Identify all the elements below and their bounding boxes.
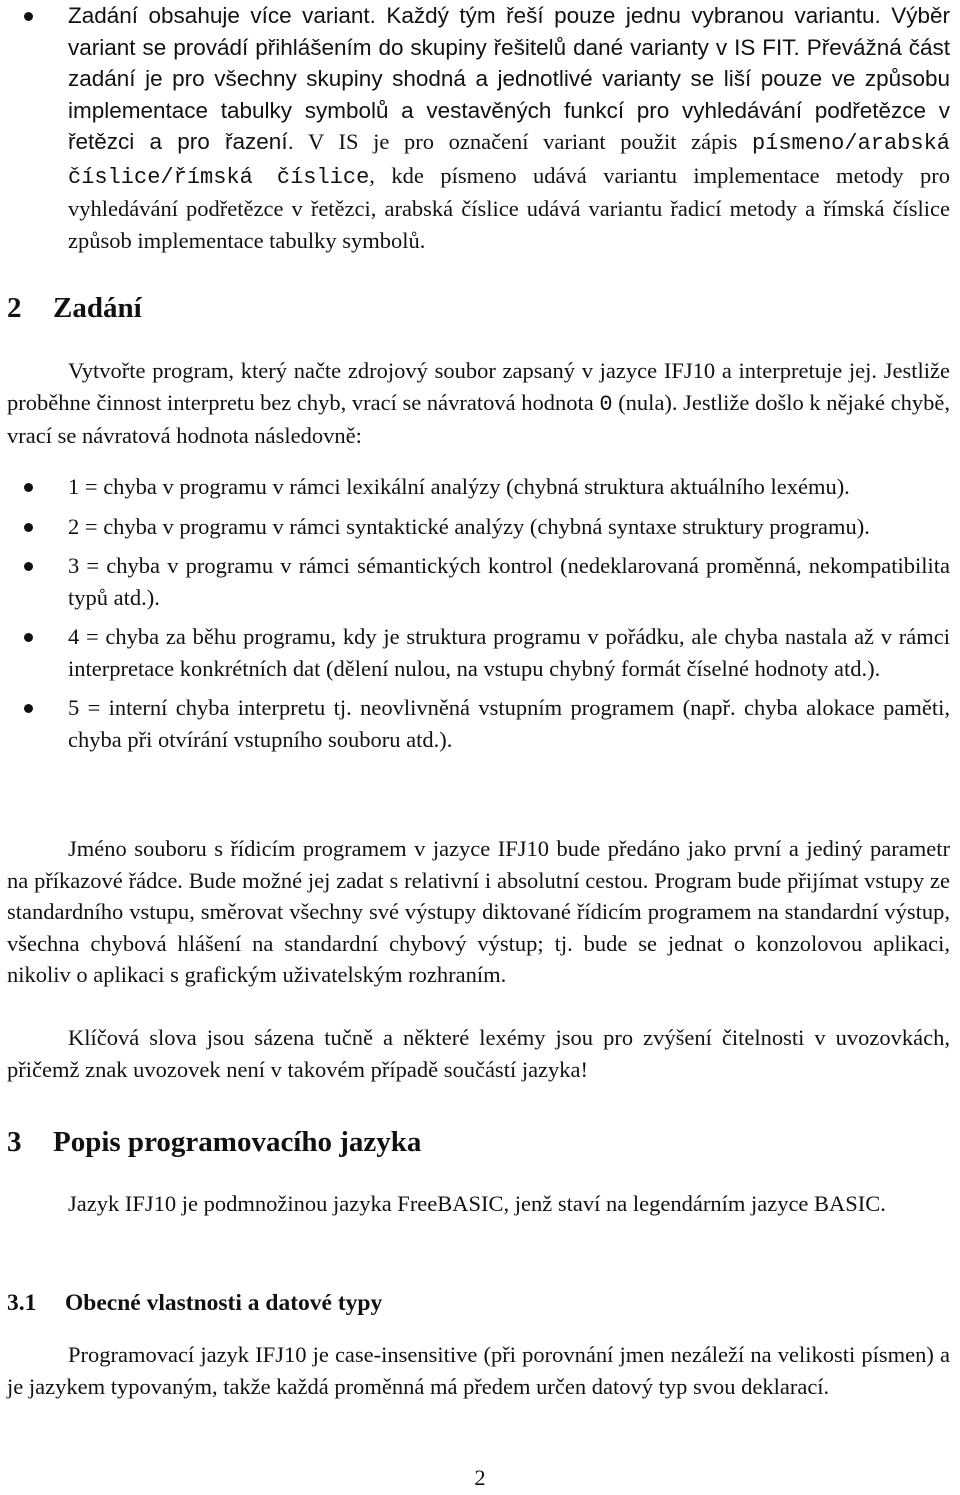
bullet-icon <box>24 483 33 492</box>
intro-list-item <box>7 0 950 256</box>
section-3-heading <box>7 1126 421 1159</box>
bullet-icon <box>24 12 33 21</box>
error-code-list <box>7 471 950 755</box>
para-text: Vytvořte program, který načte zdrojový soubor zapsaný v jazyce IFJ10 a interpretuje jej. Jestliže proběhne činnost interpretu bez chyb, vrací se návratová hodnota <box>7 358 950 415</box>
section-title: Obecné vlastnosti a datové typy <box>65 1290 383 1316</box>
list-item <box>7 550 950 613</box>
list-item <box>7 692 950 755</box>
section-2-paragraph-2: Jméno souboru s řídicím programem v jazyce IFJ10 bude předáno jako první a jediný parametr na příkazové řádce. Bude možné jej zadat s relativní i absolutní cestou. Program bude přijímat vstupy ze standardního vstupu, směrovat všechny své výstupy diktované řídicím programem na standardní výstup, všechna chybová hlášení na standardní chybový výstup; tj. bude se jednat o konzolovou aplikaci, nikoliv o aplikaci s grafickým uživatelským rozhraním. <box>7 836 950 987</box>
error-code-text: 3 = chyba v programu v rámci sémantických kontrol (nedeklarovaná proměnná, nekompatibilita typů atd.). <box>68 553 950 610</box>
section-3-1-heading <box>7 1290 382 1317</box>
section-3-1-paragraph-1: Programovací jazyk IFJ10 je case-insensitive (při porovnání jmen nezáleží na velikosti písmen) a je jazykem typovaným, takže každá proměnná má předem určen datový typ svou deklarací. <box>7 1342 950 1399</box>
bullet-icon <box>24 562 33 571</box>
intro-text-part2: V IS je pro označení variant použit zápis <box>293 129 752 154</box>
list-item <box>7 471 950 503</box>
section-number: 3.1 <box>7 1290 37 1316</box>
para-text: (nula). Jestliže došlo k nějaké chybě, vrací se návratová hodnota následovně: <box>7 389 950 448</box>
bullet-icon <box>24 704 33 713</box>
section-2-paragraph-1 <box>7 355 950 452</box>
section-number: 3 <box>7 1126 22 1158</box>
bullet-icon <box>24 523 33 532</box>
list-item <box>7 511 950 543</box>
error-code-text: 2 = chyba v programu v rámci syntaktické analýzy (chybná syntaxe struktury programu). <box>68 513 870 539</box>
intro-text-part1: Zadání obsahuje více variant. Každý tým řeší pouze jednu vybranou variantu. Výběr variant se provádí přihlášením do skupiny řešitelů dané varianty v IS FIT. Převážná část zadání je pro všechny skupiny shodná a jednotlivé varianty se liší pouze ve způsobu implementace tabulky symbolů a vestavěných funkcí pro vyhledávání podřetězce v řetězci a pro řazení. <box>68 3 950 154</box>
section-2-paragraph-3: Klíčová slova jsou sázena tučně a některé lexémy jsou pro zvýšení čitelnosti v uvozovkách, přičemž znak uvozovek není v takovém případě součástí jazyka! <box>7 1025 950 1082</box>
intro-list <box>7 0 950 256</box>
page-number: 2 <box>474 1465 486 1490</box>
section-number: 2 <box>7 292 22 324</box>
error-code-text: 1 = chyba v programu v rámci lexikální analýzy (chybná struktura aktuálního lexému). <box>68 474 850 499</box>
section-title: Zadání <box>53 292 142 324</box>
list-item <box>7 621 950 684</box>
bullet-icon <box>24 633 33 642</box>
section-2-heading <box>7 292 142 325</box>
section-title: Popis programovacího jazyka <box>53 1126 422 1158</box>
error-code-text: 4 = chyba za běhu programu, kdy je struktura programu v pořádku, ale chyba nastala až v rámci interpretace konkrétních dat (dělení nulou, na vstupu chybný formát číselné hodnoty atd.). <box>68 624 950 681</box>
error-code-text: 5 = interní chyba interpretu tj. neovlivněná vstupním programem (např. chyba alokace paměti, chyba při otvírání vstupního souboru atd.). <box>68 695 950 752</box>
return-code-zero: 0 <box>599 391 613 417</box>
section-3-paragraph-1: Jazyk IFJ10 je podmnožinou jazyka FreeBASIC, jenž staví na legendárním jazyce BASIC. <box>68 1191 886 1216</box>
variant-notation-code: písmeno/arabská číslice/římská číslice <box>68 131 950 190</box>
intro-text-part3: , kde písmeno udává variantu implementace metody pro vyhledávání podřetězce v řetězci, arabská číslice udává variantu řadicí metody a římská číslice způsob implementace tabulky symbolů. <box>68 162 951 253</box>
